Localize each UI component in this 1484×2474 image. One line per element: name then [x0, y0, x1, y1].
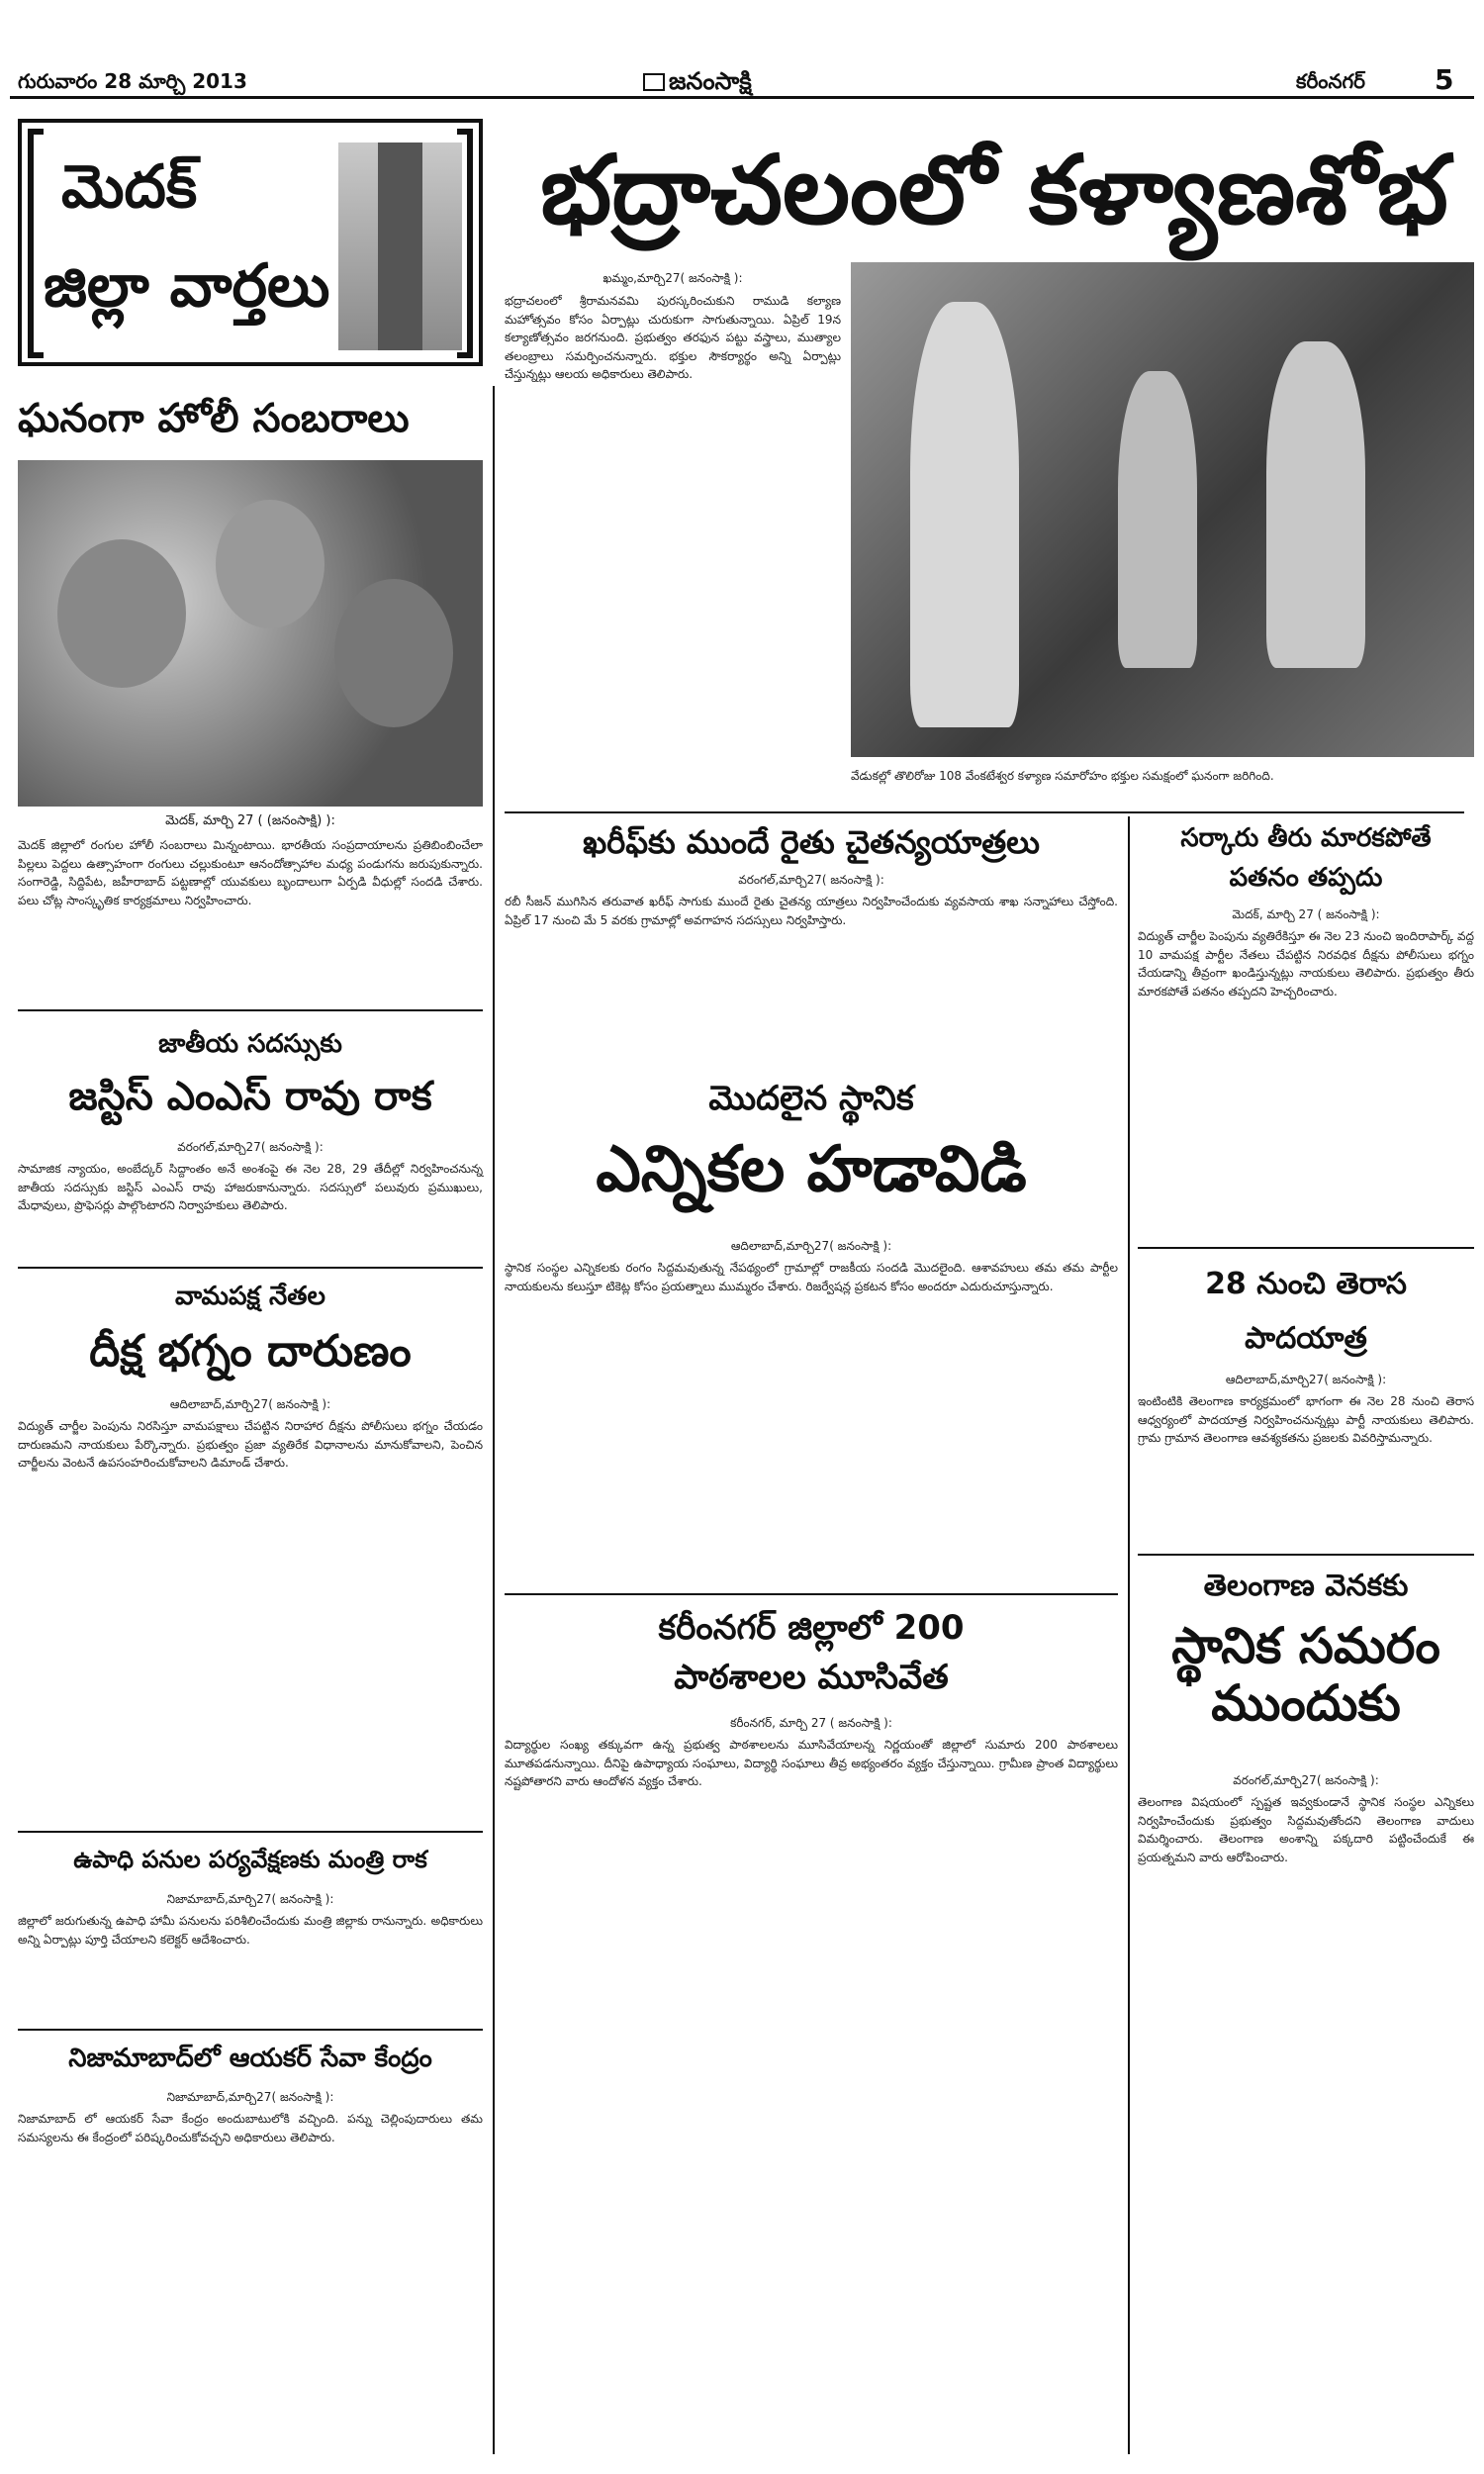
- schools-kicker: కరీంనగర్ జిల్లాలో 200: [658, 1608, 965, 1648]
- holi-body: మెదక్ జిల్లాలో రంగుల హోలీ సంబరాలు మిన్నంటాయి. భారతీయ సంప్రదాయాలను ప్రతిబింబించేలా పిల్లలు పెద్దలు ఉత్సాహంగా రంగులు చల్లుకుంటూ ఆనందోత్సాహాల మధ్య పండుగను జరుపుకున్నారు. సంగారెడ్డి, సిద్దిపేట, జహీరాబాద్ పట్టణాల్లో యువకులు బృందాలుగా ఏర్పడి వీధుల్లో సందడి చేశారు. పలు చోట్ల సాంస్కృతిక కార్యక్రమాలు నిర్వహించారు.: [18, 838, 483, 907]
- justice-headline: జస్టిస్ ఎంఎస్ రావు రాక: [68, 1074, 432, 1119]
- trs-headline: పాదయాత్ర: [1245, 1321, 1367, 1356]
- ayakar-headline: నిజామాబాద్‌లో ఆయకర్ సేవా కేంద్రం: [68, 2044, 432, 2073]
- bracket-left: [28, 129, 44, 358]
- bhadrachalam-dateline: ఖమ్మం,మార్చి27( జనంసాక్షి ):: [603, 271, 743, 285]
- holi-headline: ఘనంగా హోలీ సంబరాలు: [18, 396, 483, 464]
- schools-body: విద్యార్థుల సంఖ్య తక్కువగా ఉన్న ప్రభుత్వ పాఠశాలలను మూసివేయాలన్న నిర్ణయంతో జిల్లాలో సుమారు 200 పాఠశాలలు మూతపడనున్నాయి. దీనిపై ఉపాధ్యాయ సంఘాలు, విద్యార్థి సంఘాలు తీవ్ర అభ్యంతరం వ్యక్తం చేస్తున్నాయి. గ్రామీణ ప్రాంత విద్యార్థులు నష్టపోతారని వారు ఆందోళన వ్యక్తం చేశారు.: [505, 1738, 1118, 1789]
- leftparties-body: విద్యుత్ చార్జీల పెంపును నిరసిస్తూ వామపక్షాలు చేపట్టిన నిరాహార దీక్షను పోలీసులు భగ్నం చేయడం దారుణమని నాయకులు పేర్కొన్నారు. ప్రభుత్వం ప్రజా వ్యతిరేక విధానాలను మానుకోవాలని, పెంచిన చార్జీలను వెంటనే ఉపసంహరించుకోవాలని డిమాండ్ చేశారు.: [18, 1419, 483, 1471]
- upadhi-headline: ఉపాధి పనుల పర్యవేక్షణకు మంత్రి రాక: [73, 1846, 427, 1873]
- district-news-label: జిల్లా వార్తలు: [44, 251, 330, 321]
- paper-name: [643, 67, 752, 101]
- newspaper-page: [10, 10, 1474, 2464]
- sarkar-body: విద్యుత్ చార్జీల పెంపును వ్యతిరేకిస్తూ ఈ నెల 23 నుంచి ఇందిరాపార్క్ వద్ద 10 వామపక్ష పార్టీల నేతలు చేపట్టిన నిరవధిక దీక్షను పోలీసులు భగ్నం చేయడాన్ని తీవ్రంగా ఖండిస్తున్నట్లు నాయకులు తెలిపారు. ప్రభుత్వం తీరు మారకపోతే పతనం తప్పదని హెచ్చరించారు.: [1138, 929, 1474, 999]
- kharif-body: రబీ సీజన్ ముగిసిన తరువాత ఖరీఫ్ సాగుకు ముందే రైతు చైతన్య యాత్రలు నిర్వహించేందుకు వ్యవసాయ శాఖ సన్నాహాలు చేస్తోంది. ఏప్రిల్ 17 నుంచి మే 5 వరకు గ్రామాల్లో అవగాహన సదస్సులు నిర్వహిస్తారు.: [505, 895, 1118, 927]
- masthead-logo-icon: [643, 73, 665, 91]
- page-number: 5: [1435, 63, 1454, 96]
- telangana-headline: స్థానిక సమరం ముందుకు: [1171, 1617, 1440, 1732]
- trs-body: ఇంటింటికి తెలంగాణ కార్యక్రమంలో భాగంగా ఈ నెల 28 నుంచి తెరాస ఆధ్వర్యంలో పాదయాత్ర నిర్వహించనున్నట్లు పార్టీ నాయకులు తెలిపారు. గ్రామ గ్రామాన తెలంగాణ ఆవశ్యకతను ప్రజలకు వివరిస్తామన్నారు.: [1138, 1394, 1474, 1446]
- sarkar-dateline: మెదక్, మార్చి 27 ( జనంసాక్షి ):: [1232, 907, 1380, 921]
- leftparties-kicker: వామపక్ష నేతల: [175, 1282, 325, 1311]
- district-news-box: [18, 119, 483, 366]
- upadhi-body: జిల్లాలో జరుగుతున్న ఉపాధి హామీ పనులను పరిశీలించేందుకు మంత్రి జిల్లాకు రానున్నారు. అధికారులు అన్ని ఏర్పాట్లు పూర్తి చేయాలని కలెక్టర్ ఆదేశించారు.: [18, 1914, 483, 1947]
- schools-headline: పాఠశాలల మూసివేత: [674, 1658, 949, 1697]
- localpolls-dateline: ఆదిలాబాద్,మార్చి27( జనంసాక్షి ):: [730, 1239, 892, 1253]
- leftparties-dateline: ఆదిలాబాద్,మార్చి27( జనంసాక్షి ):: [169, 1397, 331, 1411]
- page-header: [10, 10, 1474, 99]
- telangana-dateline: వరంగల్,మార్చి27( జనంసాక్షి ):: [1233, 1773, 1379, 1787]
- leftparties-headline: దీక్ష భగ్నం దారుణం: [89, 1326, 412, 1377]
- main-headline: భద్రాచలంలో కళ్యాణశోభ: [540, 135, 1448, 245]
- schools-dateline: కరీంనగర్, మార్చి 27 ( జనంసాక్షి ):: [730, 1716, 892, 1730]
- telangana-body: తెలంగాణ విషయంలో స్పష్టత ఇవ్వకుండానే స్థానిక సంస్థల ఎన్నికలు నిర్వహించేందుకు ప్రభుత్వం సిద్దమవుతోందని తెలంగాణ వాదులు విమర్శించారు. తెలంగాణ అంశాన్ని పక్కదారి పట్టించేందుకే ఈ ప్రయత్నమని వారు ఆరోపించారు.: [1138, 1795, 1474, 1864]
- bhadrachalam-body: భద్రాచలంలో శ్రీరామనవమి పురస్కరించుకుని రాముడి కల్యాణ మహోత్సవం కోసం ఏర్పాట్లు చురుకుగా సాగుతున్నాయి. ఏప్రిల్ 19న కల్యాణోత్సవం జరగనుంది. ప్రభుత్వం తరఫున పట్టు వస్త్రాలు, ముత్యాల తలంబ్రాలు సమర్పించనున్నారు. భక్తుల సౌకర్యార్థం అన్ని ఏర్పాట్లు చేస్తున్నట్లు ఆలయ అధికారులు తెలిపారు.: [505, 294, 841, 382]
- holi-caption: మెదక్, మార్చి 27 ( (జనంసాక్షి) ):: [165, 813, 335, 828]
- issue-date: గురువారం 28 మార్చి 2013: [18, 69, 247, 93]
- bhadrachalam-photo-caption: వేడుకల్లో తొలిరోజు 108 వేంకటేశ్వర కళ్యాణ సమారోహం భక్తుల సమక్షంలో ఘనంగా జరిగింది.: [851, 769, 1274, 783]
- sarkar-kicker: సర్కారు తీరు మారకపోతే: [1180, 823, 1432, 853]
- trs-dateline: ఆదిలాబాద్,మార్చి27( జనంసాక్షి ):: [1225, 1373, 1387, 1386]
- church-photo: [338, 143, 462, 350]
- ayakar-dateline: నిజామాబాద్,మార్చి27( జనంసాక్షి ):: [166, 2090, 334, 2104]
- kharif-headline: ఖరీఫ్‌కు ముందే రైతు చైతన్యయాత్రలు: [583, 823, 1040, 861]
- localpolls-kicker: మొదలైన స్థానిక: [708, 1079, 914, 1118]
- justice-body: సామాజిక న్యాయం, అంబేద్కర్ సిద్దాంతం అనే అంశంపై ఈ నెల 28, 29 తేదీల్లో నిర్వహించనున్న జాతీయ సదస్సుకు జస్టిస్ ఎంఎస్ రావు హాజరుకానున్నారు. సదస్సులో పలువురు ప్రముఖులు, మేధావులు, ప్రొఫెసర్లు పాల్గొంటారని నిర్వాహకులు తెలిపారు.: [18, 1162, 483, 1213]
- church-tower: [378, 143, 422, 350]
- holi-photo: [18, 460, 483, 807]
- justice-dateline: వరంగల్,మార్చి27( జనంసాక్షి ):: [177, 1140, 324, 1154]
- district-name: మెదక్: [61, 152, 198, 222]
- localpolls-body: స్థానిక సంస్థల ఎన్నికలకు రంగం సిద్దమవుతున్న నేపథ్యంలో గ్రామాల్లో రాజకీయ సందడి మొదలైంది. ఆశావహులు తమ తమ పార్టీల నాయకులను కలుస్తూ టికెట్ల కోసం ప్రయత్నాలు ముమ్మరం చేశారు. రిజర్వేషన్ల ప్రకటన కోసం అందరూ ఎదురుచూస్తున్నారు.: [505, 1261, 1118, 1293]
- justice-kicker: జాతీయ సదస్సుకు: [158, 1029, 342, 1059]
- ayakar-body: నిజామాబాద్ లో ఆయకర్ సేవా కేంద్రం అందుబాటులోకి వచ్చింది. పన్ను చెల్లింపుదారులు తమ సమస్యలను ఈ కేంద్రంలో పరిష్కరించుకోవచ్చని అధికారులు తెలిపారు.: [18, 2112, 483, 2144]
- edition-city: కరీంనగర్: [1296, 69, 1365, 93]
- sarkar-headline: పతనం తప్పదు: [1229, 863, 1383, 893]
- trs-kicker: 28 నుంచి తెరాస: [1205, 1267, 1407, 1301]
- paper-name-text: జనంసాక్షి: [669, 67, 752, 95]
- telangana-kicker: తెలంగాణ వెనకకు: [1203, 1569, 1409, 1603]
- temple-photo: [851, 262, 1474, 757]
- localpolls-headline: ఎన్నికల హడావిడి: [596, 1133, 1027, 1206]
- upadhi-dateline: నిజామాబాద్,మార్చి27( జనంసాక్షి ):: [166, 1892, 334, 1906]
- kharif-dateline: వరంగల్,మార్చి27( జనంసాక్షి ):: [738, 873, 884, 887]
